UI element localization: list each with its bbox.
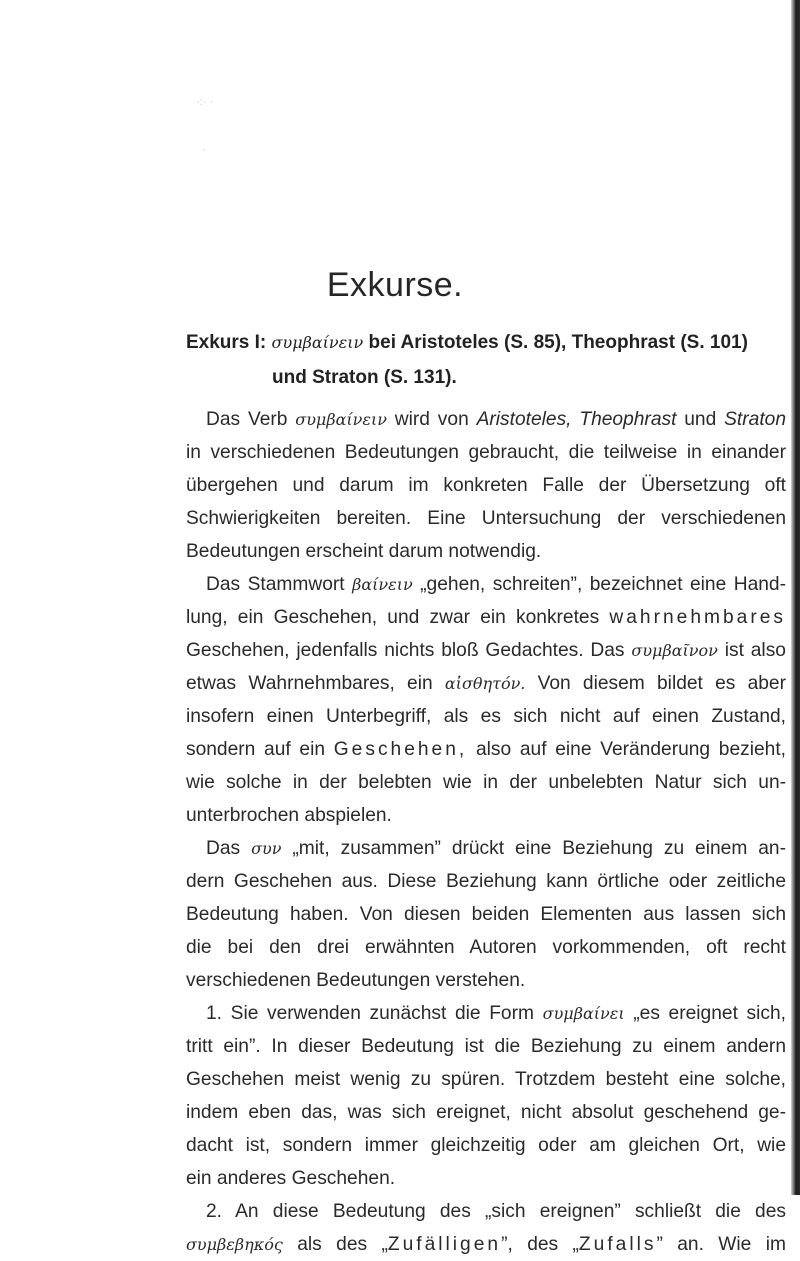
text-line: Das συν „mit, zusammen” drückt eine Beziehung zu einem an-: [206, 838, 786, 859]
text-line: sondern auf ein Geschehen, also auf eine Veränderung bezieht,: [186, 739, 787, 760]
text-line: Bedeutung haben. Von diesen beiden Elementen aus lassen sich: [186, 904, 786, 925]
body-text: [186, 403, 786, 1261]
spaced-emphasis: Geschehen,: [333, 739, 468, 760]
greek-term: συμβεβηκός: [186, 1235, 283, 1254]
spaced-emphasis: Zufalls: [578, 1234, 657, 1255]
text-line: Das Verb συμβαίνειν wird von Aristoteles, Theophrast und Straton: [206, 409, 786, 430]
text-line: die bei den drei erwähnten Autoren vorkommenden, oft recht: [186, 937, 786, 958]
text-line: συμβεβηκός als des „Zufälligen”, des „Zufalls” an. Wie im: [186, 1234, 786, 1255]
greek-term: βαίνειν: [352, 575, 413, 594]
greek-term: συμβαῖνον: [631, 641, 718, 660]
text-line: Das Stammwort βαίνειν „gehen, schreiten”, bezeichnet eine Hand-: [206, 574, 786, 595]
author-name: Aristoteles,: [476, 409, 572, 430]
exkurs-heading: [186, 330, 786, 391]
text-line: in verschiedenen Bedeutungen gebraucht, die teilweise in einander: [186, 442, 786, 463]
author-name: Straton: [724, 409, 786, 430]
exkurs-label: Exkurs I:: [186, 332, 267, 353]
spaced-emphasis: Zufälligen: [387, 1234, 502, 1255]
author-name: Theophrast: [579, 409, 677, 430]
text-line: Schwierigkeiten bereiten. Eine Untersuchung der verschiedenen: [186, 508, 786, 529]
text-line: übergehen und darum im konkreten Falle der Übersetzung oft: [186, 475, 786, 496]
text-line: ein anderes Geschehen.: [186, 1168, 396, 1189]
text-line: etwas Wahrnehmbares, ein αἰσθητόν. Von diesem bildet es aber: [186, 673, 786, 694]
text-line: insofern einen Unterbegriff, als es sich nicht auf einen Zustand,: [186, 706, 786, 727]
greek-term: συμβαίνειν: [295, 410, 387, 429]
text-line: tritt ein”. In dieser Bedeutung ist die Beziehung zu einem andern: [186, 1036, 786, 1057]
text-line: unterbrochen abspielen.: [186, 805, 392, 826]
text-line: Geschehen meist wenig zu spüren. Trotzdem besteht eine solche,: [186, 1069, 786, 1090]
greek-term: συμβαίνειν: [271, 333, 364, 352]
text-line: dacht ist, sondern immer gleichzeitig oder am gleichen Ort, wie: [186, 1135, 786, 1156]
page-edge-shadow: [791, 0, 800, 1195]
text-line: lung, ein Geschehen, und zwar ein konkretes wahrnehmbares: [186, 607, 786, 628]
paper-speck: ·:· ·: [196, 96, 214, 108]
greek-term: αἰσθητόν.: [444, 674, 526, 693]
spaced-emphasis: wahrnehmbares: [609, 607, 786, 628]
text-line: indem eben das, was sich ereignet, nicht absolut geschehend ge-: [186, 1102, 786, 1123]
greek-term: συν: [251, 839, 282, 858]
text-line: verschiedenen Bedeutungen verstehen.: [186, 970, 526, 991]
text-line: Bedeutungen erscheint darum notwendig.: [186, 541, 542, 562]
text-line: 2. An diese Bedeutung des „sich ereignen” schließt die des: [206, 1201, 786, 1222]
text-line: 1. Sie verwenden zunächst die Form συμβαίνει „es ereignet sich,: [206, 1003, 786, 1024]
text-line: wie solche in der belebten wie in der unbelebten Natur sich un-: [186, 772, 786, 793]
exkurs-heading-line2: und Straton (S. 131).: [272, 367, 457, 388]
paper-speck: ·: [202, 144, 206, 156]
text-line: Geschehen, jedenfalls nichts bloß Gedachtes. Das συμβαῖνον ist also: [186, 640, 786, 661]
text-line: dern Geschehen aus. Diese Beziehung kann örtliche oder zeitliche: [186, 871, 786, 892]
chapter-title: Exkurse.: [326, 266, 464, 304]
greek-term: συμβαίνει: [542, 1004, 625, 1023]
exkurs-heading-rest: bei Aristoteles (S. 85), Theophrast (S. 101): [368, 332, 748, 353]
